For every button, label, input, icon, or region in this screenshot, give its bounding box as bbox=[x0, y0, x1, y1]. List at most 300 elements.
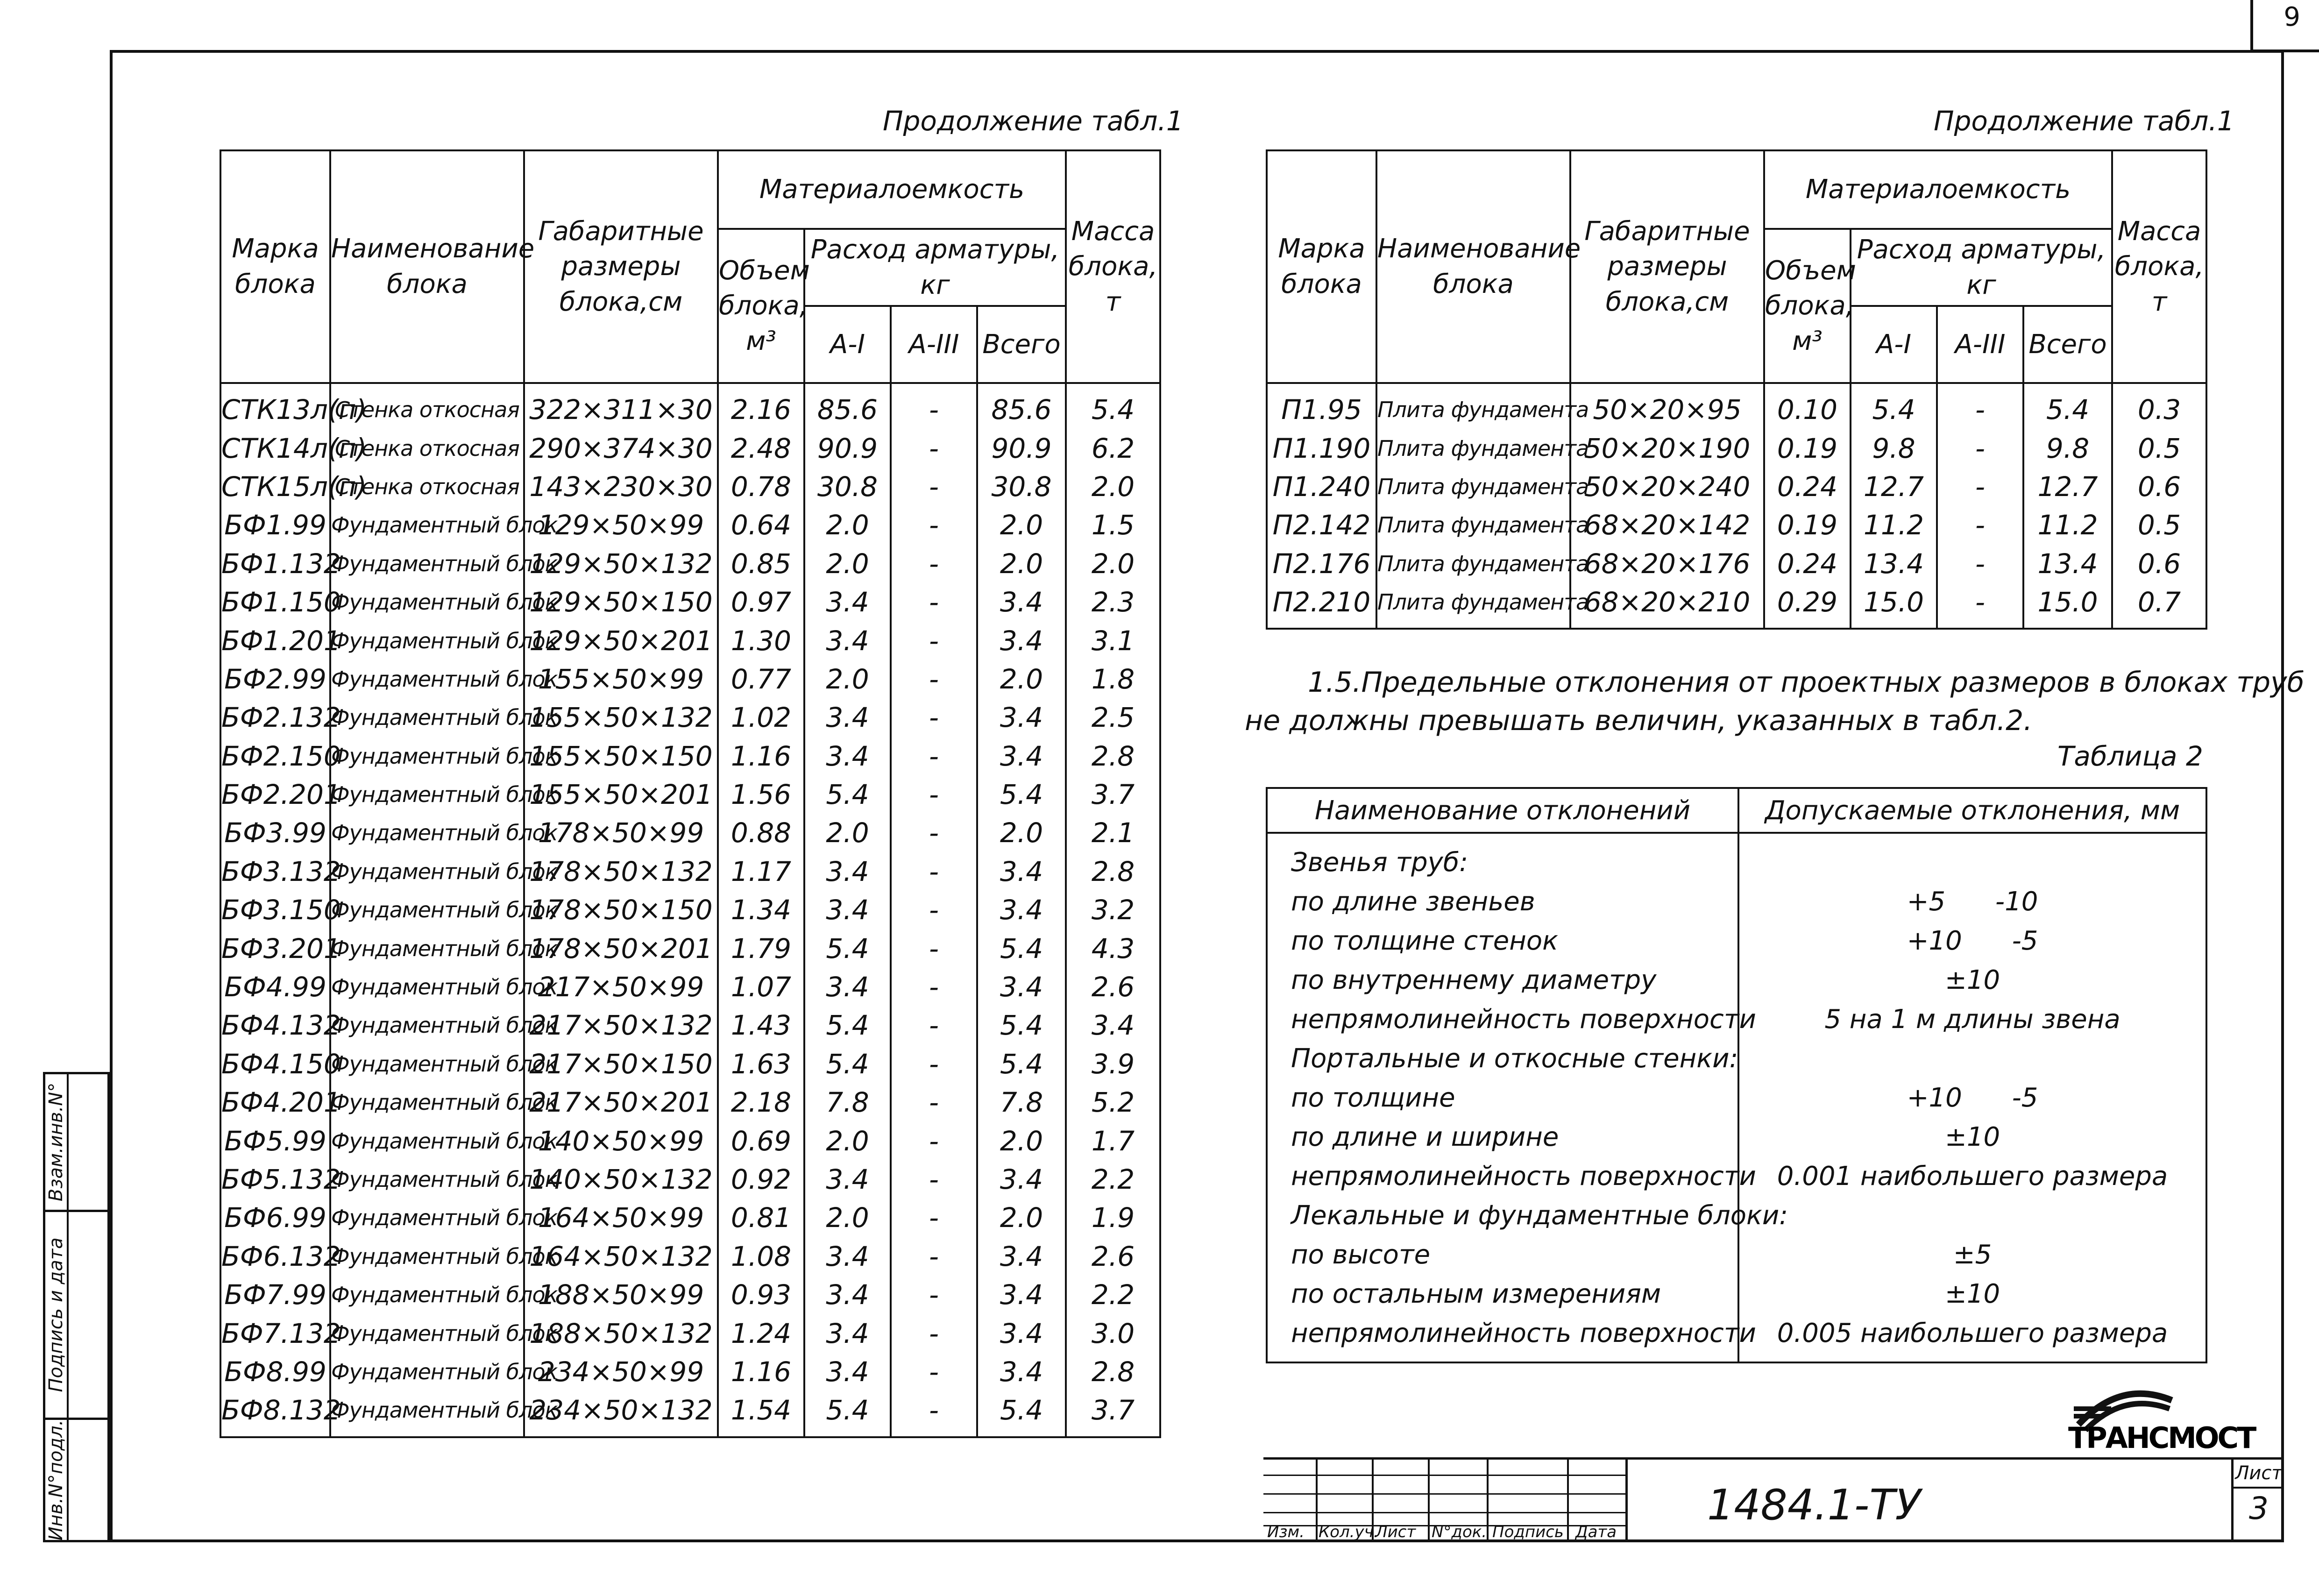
deviation-name: по толщине bbox=[1267, 1078, 1738, 1117]
cell-volume: 1.07 bbox=[718, 968, 804, 1006]
cell-a1: 2.0 bbox=[804, 1121, 891, 1160]
cell-name: Фундаментный блок bbox=[330, 737, 524, 775]
cell-name: Фундаментный блок bbox=[330, 506, 524, 544]
cell-a3: - bbox=[891, 968, 977, 1006]
cell-mark: БФ7.99 bbox=[220, 1276, 330, 1314]
side-stamp-sign-date bbox=[43, 1210, 110, 1420]
cell-name: Фундаментный блок bbox=[330, 1276, 524, 1314]
cell-a3: - bbox=[1937, 545, 2023, 583]
cell-dims: 129×50×99 bbox=[524, 506, 718, 544]
header-mark: Марка блока bbox=[220, 150, 330, 383]
cell-name: Фундаментный блок bbox=[330, 621, 524, 660]
cell-mass: 6.2 bbox=[1066, 429, 1160, 467]
cell-volume: 1.79 bbox=[718, 929, 804, 967]
cell-mass: 0.6 bbox=[2112, 545, 2206, 583]
cell-name: Плита фундамента bbox=[1376, 506, 1570, 544]
side-stamp-replace-inv bbox=[43, 1072, 110, 1212]
cell-total: 2.0 bbox=[977, 1121, 1066, 1160]
cell-mass: 2.8 bbox=[1066, 852, 1160, 891]
cell-a1: 5.4 bbox=[804, 1391, 891, 1437]
cell-a1: 3.4 bbox=[804, 698, 891, 737]
cell-dims: 290×374×30 bbox=[524, 429, 718, 467]
table-row bbox=[1267, 506, 2206, 544]
cell-a1: 2.0 bbox=[804, 1199, 891, 1237]
deviation-value: 5 на 1 м длины звена bbox=[1738, 1000, 2206, 1039]
cell-a1: 2.0 bbox=[804, 506, 891, 544]
blocks-table-left bbox=[220, 149, 1161, 1438]
cell-total: 3.4 bbox=[977, 1237, 1066, 1276]
cell-total: 3.4 bbox=[977, 852, 1066, 891]
header-mass: Масса блока, т bbox=[1066, 150, 1160, 383]
stamp-col-list: Лист bbox=[1376, 1523, 1416, 1541]
cell-name: Фундаментный блок bbox=[330, 583, 524, 621]
cell-volume: 0.85 bbox=[718, 545, 804, 583]
cell-mark: БФ4.150 bbox=[220, 1045, 330, 1083]
cell-total: 3.4 bbox=[977, 1314, 1066, 1352]
cell-dims: 155×50×150 bbox=[524, 737, 718, 775]
cell-mass: 2.0 bbox=[1066, 545, 1160, 583]
cell-name: Плита фундамента bbox=[1376, 383, 1570, 429]
cell-a1: 5.4 bbox=[804, 1045, 891, 1083]
cell-a3: - bbox=[891, 852, 977, 891]
cell-mark: БФ1.150 bbox=[220, 583, 330, 621]
cell-mass: 5.2 bbox=[1066, 1083, 1160, 1121]
cell-name: Плита фундамента bbox=[1376, 429, 1570, 467]
cell-mass: 2.5 bbox=[1066, 698, 1160, 737]
cell-dims: 129×50×201 bbox=[524, 621, 718, 660]
header-a3: А-III bbox=[891, 306, 977, 383]
cell-a1: 3.4 bbox=[804, 968, 891, 1006]
cell-name: Фундаментный блок bbox=[330, 929, 524, 967]
cell-a3: - bbox=[891, 621, 977, 660]
paragraph-line-2: не должны превышать величин, указанных в табл.2. bbox=[1245, 704, 2033, 737]
header-mark: Марка блока bbox=[1267, 150, 1376, 383]
cell-name: Фундаментный блок bbox=[330, 1045, 524, 1083]
deviation-name: непрямолинейность поверхности bbox=[1267, 1000, 1738, 1039]
cell-volume: 1.08 bbox=[718, 1237, 804, 1276]
deviation-name: непрямолинейность поверхности bbox=[1267, 1313, 1738, 1362]
cell-volume: 0.24 bbox=[1764, 545, 1851, 583]
cell-name: Фундаментный блок bbox=[330, 775, 524, 814]
cell-total: 85.6 bbox=[977, 383, 1066, 429]
cell-volume: 1.43 bbox=[718, 1006, 804, 1044]
cell-dims: 234×50×99 bbox=[524, 1353, 718, 1391]
cell-name: Фундаментный блок bbox=[330, 660, 524, 698]
cell-mark: БФ2.99 bbox=[220, 660, 330, 698]
document-code: 1484.1-ТУ bbox=[1707, 1481, 1921, 1530]
cell-volume: 0.19 bbox=[1764, 506, 1851, 544]
cell-mass: 0.7 bbox=[2112, 583, 2206, 629]
cell-name: Фундаментный блок bbox=[330, 1083, 524, 1121]
side-label-replace-inv: Взам.инв.N° bbox=[45, 1082, 67, 1202]
deviation-name: по высоте bbox=[1267, 1235, 1738, 1274]
cell-volume: 2.16 bbox=[718, 383, 804, 429]
cell-total: 3.4 bbox=[977, 1160, 1066, 1199]
cell-mark: БФ4.132 bbox=[220, 1006, 330, 1044]
deviation-value: +10 -5 bbox=[1738, 1078, 2206, 1117]
cell-dims: 50×20×240 bbox=[1570, 468, 1764, 506]
cell-mass: 4.3 bbox=[1066, 929, 1160, 967]
cell-dims: 140×50×132 bbox=[524, 1160, 718, 1199]
cell-total: 5.4 bbox=[977, 775, 1066, 814]
cell-volume: 0.81 bbox=[718, 1199, 804, 1237]
sheet-label: Лист bbox=[2234, 1460, 2284, 1489]
table-row bbox=[1267, 1039, 2206, 1078]
cell-dims: 50×20×190 bbox=[1570, 429, 1764, 467]
cell-mass: 0.5 bbox=[2112, 506, 2206, 544]
cell-volume: 0.78 bbox=[718, 468, 804, 506]
cell-volume: 0.29 bbox=[1764, 583, 1851, 629]
table-row bbox=[220, 1353, 1160, 1391]
cell-dims: 68×20×210 bbox=[1570, 583, 1764, 629]
table-row bbox=[220, 929, 1160, 967]
cell-mass: 3.7 bbox=[1066, 775, 1160, 814]
cell-a1: 3.4 bbox=[804, 891, 891, 929]
cell-dims: 155×50×132 bbox=[524, 698, 718, 737]
title-block bbox=[1263, 1457, 2284, 1542]
cell-volume: 0.88 bbox=[718, 814, 804, 852]
cell-mark: БФ2.201 bbox=[220, 775, 330, 814]
cell-volume: 0.64 bbox=[718, 506, 804, 544]
table-row bbox=[1267, 1196, 2206, 1235]
cell-total: 9.8 bbox=[2023, 429, 2112, 467]
deviation-value bbox=[1738, 833, 2206, 882]
side-label-inv-sub: Инв.N°подл. bbox=[45, 1419, 67, 1540]
deviation-value: ±5 bbox=[1738, 1235, 2206, 1274]
header-name: Наименование блока bbox=[1376, 150, 1570, 383]
cell-mass: 2.2 bbox=[1066, 1276, 1160, 1314]
cell-mark: БФ3.150 bbox=[220, 891, 330, 929]
table-row bbox=[1267, 882, 2206, 921]
cell-total: 12.7 bbox=[2023, 468, 2112, 506]
cell-dims: 188×50×99 bbox=[524, 1276, 718, 1314]
cell-dims: 217×50×150 bbox=[524, 1045, 718, 1083]
header-a1: А-I bbox=[1851, 306, 1937, 383]
cell-mark: БФ8.99 bbox=[220, 1353, 330, 1391]
cell-mass: 2.8 bbox=[1066, 737, 1160, 775]
cell-a3: - bbox=[891, 1276, 977, 1314]
stamp-col-koluch: Кол.уч. bbox=[1319, 1523, 1379, 1541]
cell-total: 11.2 bbox=[2023, 506, 2112, 544]
t2-header-allowed: Допускаемые отклонения, мм bbox=[1738, 788, 2206, 833]
header-material: Материалоемкость bbox=[1764, 150, 2112, 229]
side-label-sign-date: Подпись и дата bbox=[45, 1237, 67, 1392]
cell-name: Фундаментный блок bbox=[330, 1121, 524, 1160]
revision-grid bbox=[1263, 1460, 1628, 1542]
transmost-logo bbox=[2064, 1382, 2270, 1455]
cell-a3: - bbox=[891, 429, 977, 467]
table-row bbox=[220, 968, 1160, 1006]
cell-name: Фундаментный блок bbox=[330, 968, 524, 1006]
cell-mark: БФ5.132 bbox=[220, 1160, 330, 1199]
cell-dims: 178×50×201 bbox=[524, 929, 718, 967]
cell-total: 2.0 bbox=[977, 660, 1066, 698]
tolerances-table bbox=[1266, 787, 2207, 1363]
deviation-value: 0.005 наибольшего размера bbox=[1738, 1313, 2206, 1362]
table-row bbox=[1267, 383, 2206, 429]
cell-mark: БФ4.99 bbox=[220, 968, 330, 1006]
cell-volume: 1.16 bbox=[718, 737, 804, 775]
cell-a3: - bbox=[1937, 383, 2023, 429]
table-row bbox=[1267, 1117, 2206, 1156]
cell-a3: - bbox=[891, 383, 977, 429]
table-row bbox=[220, 852, 1160, 891]
cell-name: Фундаментный блок bbox=[330, 1160, 524, 1199]
cell-mass: 2.6 bbox=[1066, 968, 1160, 1006]
table-row bbox=[220, 583, 1160, 621]
cell-mass: 0.5 bbox=[2112, 429, 2206, 467]
cell-a3: - bbox=[891, 1083, 977, 1121]
table-row bbox=[1267, 1156, 2206, 1196]
table-row bbox=[1267, 1274, 2206, 1313]
cell-a1: 5.4 bbox=[804, 929, 891, 967]
header-material: Материалоемкость bbox=[718, 150, 1066, 229]
cell-name: Фундаментный блок bbox=[330, 545, 524, 583]
cell-a3: - bbox=[891, 891, 977, 929]
cell-a1: 3.4 bbox=[804, 852, 891, 891]
cell-a1: 9.8 bbox=[1851, 429, 1937, 467]
cell-a1: 11.2 bbox=[1851, 506, 1937, 544]
cell-total: 5.4 bbox=[977, 1006, 1066, 1044]
deviation-name: Звенья труб: bbox=[1267, 833, 1738, 882]
table-row bbox=[220, 1391, 1160, 1437]
cell-dims: 217×50×132 bbox=[524, 1006, 718, 1044]
cell-volume: 0.10 bbox=[1764, 383, 1851, 429]
deviation-name: Лекальные и фундаментные блоки: bbox=[1267, 1196, 1738, 1235]
cell-volume: 0.92 bbox=[718, 1160, 804, 1199]
header-volume: Объем блока, м³ bbox=[1764, 229, 1851, 383]
cell-dims: 129×50×150 bbox=[524, 583, 718, 621]
cell-mass: 2.0 bbox=[1066, 468, 1160, 506]
table-row bbox=[220, 1006, 1160, 1044]
page-number: 9 bbox=[2284, 2, 2300, 32]
cell-total: 3.4 bbox=[977, 968, 1066, 1006]
cell-a1: 3.4 bbox=[804, 1353, 891, 1391]
logo-text: ТРАНСМОСТ bbox=[2068, 1421, 2255, 1455]
cell-total: 2.0 bbox=[977, 506, 1066, 544]
cell-mark: БФ3.201 bbox=[220, 929, 330, 967]
table-row bbox=[220, 775, 1160, 814]
cell-mass: 1.8 bbox=[1066, 660, 1160, 698]
deviation-name: по длине и ширине bbox=[1267, 1117, 1738, 1156]
table-row bbox=[220, 1121, 1160, 1160]
table-row bbox=[1267, 1235, 2206, 1274]
cell-mass: 1.7 bbox=[1066, 1121, 1160, 1160]
header-total: Всего bbox=[2023, 306, 2112, 383]
side-stamp-inv-sub bbox=[43, 1418, 110, 1542]
cell-mark: БФ8.132 bbox=[220, 1391, 330, 1437]
cell-total: 2.0 bbox=[977, 814, 1066, 852]
table-row bbox=[1267, 545, 2206, 583]
cell-total: 3.4 bbox=[977, 698, 1066, 737]
cell-a3: - bbox=[1937, 506, 2023, 544]
cell-mark: БФ2.150 bbox=[220, 737, 330, 775]
cell-name: Плита фундамента bbox=[1376, 545, 1570, 583]
cell-a3: - bbox=[891, 583, 977, 621]
cell-total: 5.4 bbox=[2023, 383, 2112, 429]
header-volume: Объем блока, м³ bbox=[718, 229, 804, 383]
cell-name: Фундаментный блок bbox=[330, 1314, 524, 1352]
cell-total: 3.4 bbox=[977, 621, 1066, 660]
cell-a1: 3.4 bbox=[804, 1237, 891, 1276]
cell-a3: - bbox=[891, 1160, 977, 1199]
table-row bbox=[220, 1276, 1160, 1314]
cell-name: Фундаментный блок bbox=[330, 814, 524, 852]
cell-a3: - bbox=[891, 1121, 977, 1160]
cell-mark: БФ1.132 bbox=[220, 545, 330, 583]
cell-total: 3.4 bbox=[977, 1276, 1066, 1314]
cell-a1: 3.4 bbox=[804, 737, 891, 775]
cell-dims: 178×50×132 bbox=[524, 852, 718, 891]
cell-volume: 1.24 bbox=[718, 1314, 804, 1352]
table-row bbox=[220, 1045, 1160, 1083]
table-row bbox=[1267, 1313, 2206, 1362]
cell-a1: 30.8 bbox=[804, 468, 891, 506]
deviation-value bbox=[1738, 1196, 2206, 1235]
left-table-caption: Продолжение табл.1 bbox=[883, 105, 1184, 137]
header-a3: А-III bbox=[1937, 306, 2023, 383]
cell-name: Стенка откосная bbox=[330, 468, 524, 506]
cell-mass: 0.6 bbox=[2112, 468, 2206, 506]
cell-mass: 3.0 bbox=[1066, 1314, 1160, 1352]
table-row bbox=[220, 1237, 1160, 1276]
cell-mass: 2.6 bbox=[1066, 1237, 1160, 1276]
cell-mark: БФ1.99 bbox=[220, 506, 330, 544]
cell-mark: БФ5.99 bbox=[220, 1121, 330, 1160]
sheet-box bbox=[2231, 1460, 2284, 1542]
cell-dims: 155×50×201 bbox=[524, 775, 718, 814]
cell-a1: 2.0 bbox=[804, 814, 891, 852]
cell-dims: 140×50×99 bbox=[524, 1121, 718, 1160]
sheet-number: 3 bbox=[2249, 1490, 2269, 1526]
cell-mark: БФ4.201 bbox=[220, 1083, 330, 1121]
cell-mark: БФ6.132 bbox=[220, 1237, 330, 1276]
cell-mass: 5.4 bbox=[1066, 383, 1160, 429]
cell-volume: 1.56 bbox=[718, 775, 804, 814]
table-row bbox=[1267, 960, 2206, 1000]
blocks-table-right bbox=[1266, 149, 2207, 630]
cell-mark: П1.240 bbox=[1267, 468, 1376, 506]
cell-dims: 129×50×132 bbox=[524, 545, 718, 583]
table-row bbox=[1267, 921, 2206, 960]
cell-volume: 0.97 bbox=[718, 583, 804, 621]
cell-volume: 0.69 bbox=[718, 1121, 804, 1160]
cell-mass: 3.9 bbox=[1066, 1045, 1160, 1083]
cell-a1: 5.4 bbox=[804, 775, 891, 814]
cell-mark: БФ2.132 bbox=[220, 698, 330, 737]
cell-a3: - bbox=[891, 545, 977, 583]
cell-a3: - bbox=[891, 660, 977, 698]
cell-a1: 85.6 bbox=[804, 383, 891, 429]
cell-mass: 1.9 bbox=[1066, 1199, 1160, 1237]
cell-volume: 1.17 bbox=[718, 852, 804, 891]
cell-volume: 1.02 bbox=[718, 698, 804, 737]
header-total: Всего bbox=[977, 306, 1066, 383]
stamp-col-data: Дата bbox=[1575, 1523, 1617, 1541]
cell-mark: П1.95 bbox=[1267, 383, 1376, 429]
cell-a3: - bbox=[1937, 468, 2023, 506]
cell-a3: - bbox=[891, 468, 977, 506]
cell-a3: - bbox=[891, 775, 977, 814]
cell-name: Фундаментный блок bbox=[330, 1199, 524, 1237]
header-a1: А-I bbox=[804, 306, 891, 383]
cell-dims: 68×20×142 bbox=[1570, 506, 1764, 544]
cell-volume: 1.54 bbox=[718, 1391, 804, 1437]
cell-volume: 1.34 bbox=[718, 891, 804, 929]
table-row bbox=[220, 737, 1160, 775]
cell-volume: 1.63 bbox=[718, 1045, 804, 1083]
deviation-value: ±10 bbox=[1738, 960, 2206, 1000]
cell-name: Стенка откосная bbox=[330, 429, 524, 467]
cell-total: 2.0 bbox=[977, 545, 1066, 583]
table-row bbox=[1267, 429, 2206, 467]
header-mass: Масса блока, т bbox=[2112, 150, 2206, 383]
right-table-caption: Продолжение табл.1 bbox=[1934, 105, 2234, 137]
cell-mass: 3.2 bbox=[1066, 891, 1160, 929]
cell-total: 3.4 bbox=[977, 583, 1066, 621]
cell-a3: - bbox=[891, 506, 977, 544]
table-row bbox=[220, 506, 1160, 544]
cell-total: 3.4 bbox=[977, 737, 1066, 775]
cell-dims: 155×50×99 bbox=[524, 660, 718, 698]
cell-a3: - bbox=[891, 1237, 977, 1276]
cell-mark: БФ6.99 bbox=[220, 1199, 330, 1237]
header-name: Наименование блока bbox=[330, 150, 524, 383]
cell-a1: 90.9 bbox=[804, 429, 891, 467]
cell-name: Фундаментный блок bbox=[330, 1353, 524, 1391]
deviation-value: ±10 bbox=[1738, 1117, 2206, 1156]
cell-mark: БФ3.99 bbox=[220, 814, 330, 852]
cell-mark: П2.210 bbox=[1267, 583, 1376, 629]
cell-total: 3.4 bbox=[977, 891, 1066, 929]
cell-total: 5.4 bbox=[977, 1391, 1066, 1437]
cell-name: Фундаментный блок bbox=[330, 891, 524, 929]
cell-dims: 188×50×132 bbox=[524, 1314, 718, 1352]
cell-mass: 3.1 bbox=[1066, 621, 1160, 660]
deviation-value: +10 -5 bbox=[1738, 921, 2206, 960]
cell-a1: 12.7 bbox=[1851, 468, 1937, 506]
t2-header-deviation-name: Наименование отклонений bbox=[1267, 788, 1738, 833]
cell-dims: 143×230×30 bbox=[524, 468, 718, 506]
table-row bbox=[220, 468, 1160, 506]
cell-a1: 3.4 bbox=[804, 1160, 891, 1199]
cell-a3: - bbox=[891, 698, 977, 737]
cell-a3: - bbox=[891, 1006, 977, 1044]
cell-dims: 50×20×95 bbox=[1570, 383, 1764, 429]
cell-name: Фундаментный блок bbox=[330, 852, 524, 891]
cell-a1: 15.0 bbox=[1851, 583, 1937, 629]
cell-dims: 164×50×99 bbox=[524, 1199, 718, 1237]
cell-name: Стенка откосная bbox=[330, 383, 524, 429]
cell-a1: 2.0 bbox=[804, 545, 891, 583]
cell-total: 7.8 bbox=[977, 1083, 1066, 1121]
cell-volume: 1.16 bbox=[718, 1353, 804, 1391]
cell-name: Фундаментный блок bbox=[330, 698, 524, 737]
table-row bbox=[220, 429, 1160, 467]
stamp-col-podpis: Подпись bbox=[1492, 1523, 1564, 1541]
cell-dims: 234×50×132 bbox=[524, 1391, 718, 1437]
cell-a3: - bbox=[891, 737, 977, 775]
cell-mark: П1.190 bbox=[1267, 429, 1376, 467]
table-row bbox=[220, 814, 1160, 852]
deviation-name: по длине звеньев bbox=[1267, 882, 1738, 921]
cell-volume: 1.30 bbox=[718, 621, 804, 660]
cell-mass: 1.5 bbox=[1066, 506, 1160, 544]
cell-a3: - bbox=[891, 1391, 977, 1437]
deviation-name: по внутреннему диаметру bbox=[1267, 960, 1738, 1000]
header-dims: Габаритные размеры блока,см bbox=[1570, 150, 1764, 383]
deviation-name: непрямолинейность поверхности bbox=[1267, 1156, 1738, 1196]
